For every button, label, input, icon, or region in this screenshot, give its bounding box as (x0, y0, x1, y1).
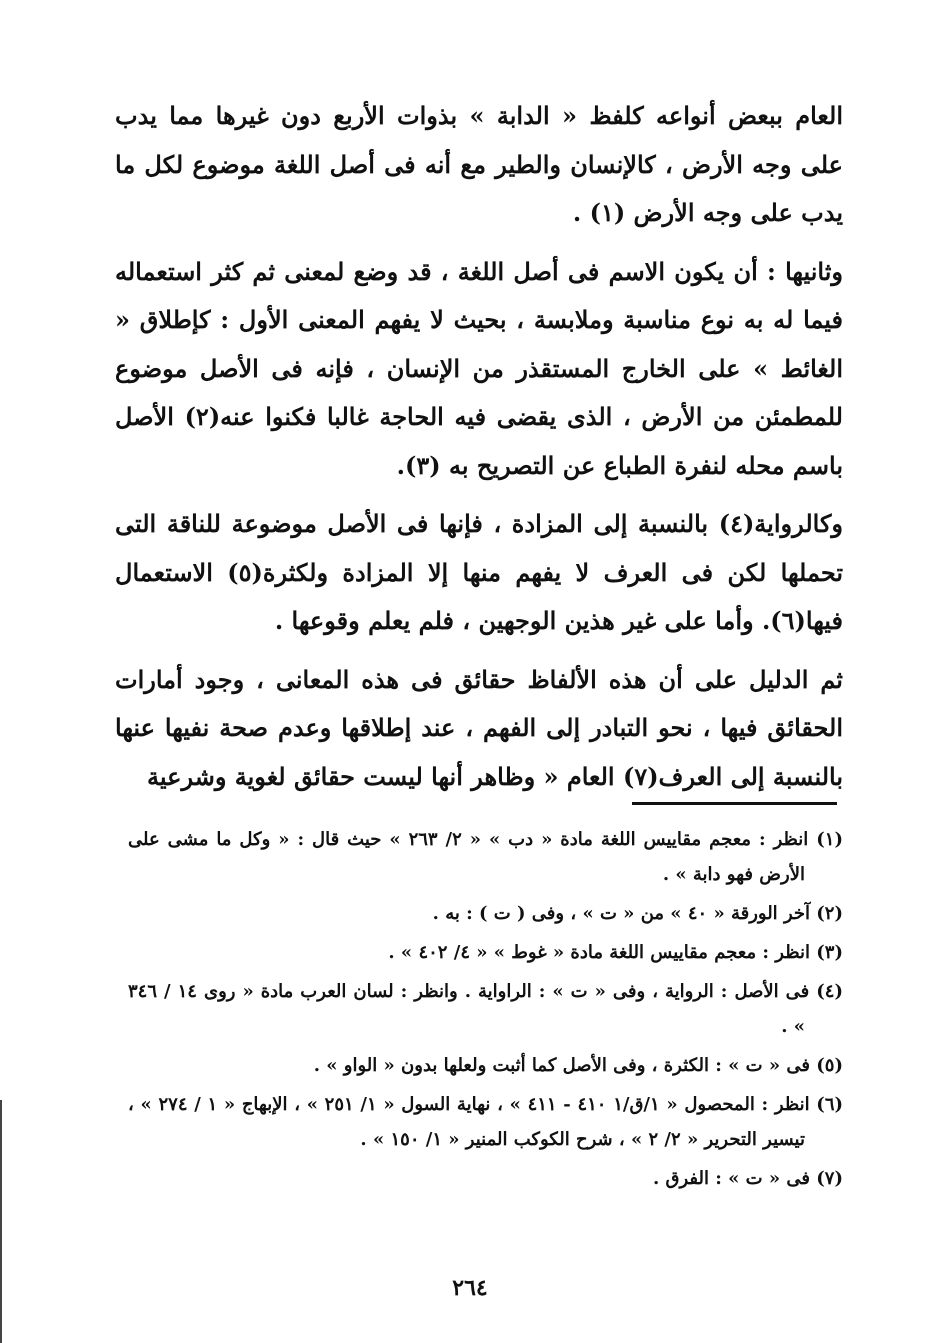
main-text (115, 92, 843, 811)
footnote: (٢) آخر الورقة « ٤٠ » من « ت » ، وفى ( ت ) : به . (432, 903, 843, 924)
paragraph: العام ببعض أنواعه كلفظ « الدابة » بذوات الأربع دون غيرها مما يدب على وجه الأرض ، كالإنسان والطير مع أنه فى أصل اللغة موضوع لكل ما يدب على وجه الأرض (١) . (115, 101, 843, 227)
footnote: (٥) فى « ت » : الكثرة ، وفى الأصل كما أثبت ولعلها بدون « الواو » . (313, 1055, 843, 1076)
footnotes (128, 822, 843, 1200)
page-number: ٢٦٤ (452, 1275, 488, 1301)
footnote: (٦) انظر : المحصول « ١/ق/١ ٤١٠ - ٤١١ » ، نهاية السول « ١/ ٢٥١ » ، الإبهاج « ١ / ٢٧٤ » ، تيسير التحرير « ٢/ ٢ » ، شرح الكوكب المنير « ١/ ١٥٠ » . (128, 1094, 844, 1150)
footnote: (٣) انظر : معجم مقاييس اللغة مادة « غوط » « ٤/ ٤٠٢ » . (388, 942, 843, 963)
paragraph: ثم الدليل على أن هذه الألفاظ حقائق فى هذه المعانى ، وجود أمارات الحقائق فيها ، نحو التبادر إلى الفهم ، عند إطلاقها وعدم صحة نفيها عنها بالنسبة إلى العرف(٧) العام « وظاهر أنها ليست حقائق لغوية وشرعية (115, 664, 843, 791)
footnote-separator (632, 802, 837, 805)
footnote: (٧) فى « ت » : الفرق . (652, 1168, 843, 1189)
scan-edge-line (0, 1100, 2, 1343)
footnote: (٤) فى الأصل : الرواية ، وفى « ت » : الراواية . وانظر : لسان العرب مادة « روى ١٤ / ٣٤٦ » . (128, 981, 843, 1037)
paragraph: وثانيها : أن يكون الاسم فى أصل اللغة ، قد وضع لمعنى ثم كثر استعماله فيما له به نوع مناسبة وملابسة ، بحيث لا يفهم المعنى الأول : كإطلاق « الغائط » على الخارج المستقذر من الإنسان ، فإنه فى الأصل موضوع للمطمئن من الأرض ، الذى يقضى فيه الحاجة غالبا فكنوا عنه(٢) الأصل باسم محله لنفرة الطباع عن التصريح به (٣). (115, 256, 843, 480)
paragraph: وكالرواية(٤) بالنسبة إلى المزادة ، فإنها فى الأصل موضوعة للناقة التى تحملها لكن فى العرف لا يفهم منها إلا المزادة ولكثرة(٥) الاستعمال فيها(٦). وأما على غير هذين الوجهين ، فلم يعلم وقوعها . (115, 509, 844, 635)
footnote: (١) انظر : معجم مقاييس اللغة مادة « دب » « ٢/ ٢٦٣ » حيث قال : « وكل ما مشى على الأرض فهو دابة » . (128, 829, 843, 885)
